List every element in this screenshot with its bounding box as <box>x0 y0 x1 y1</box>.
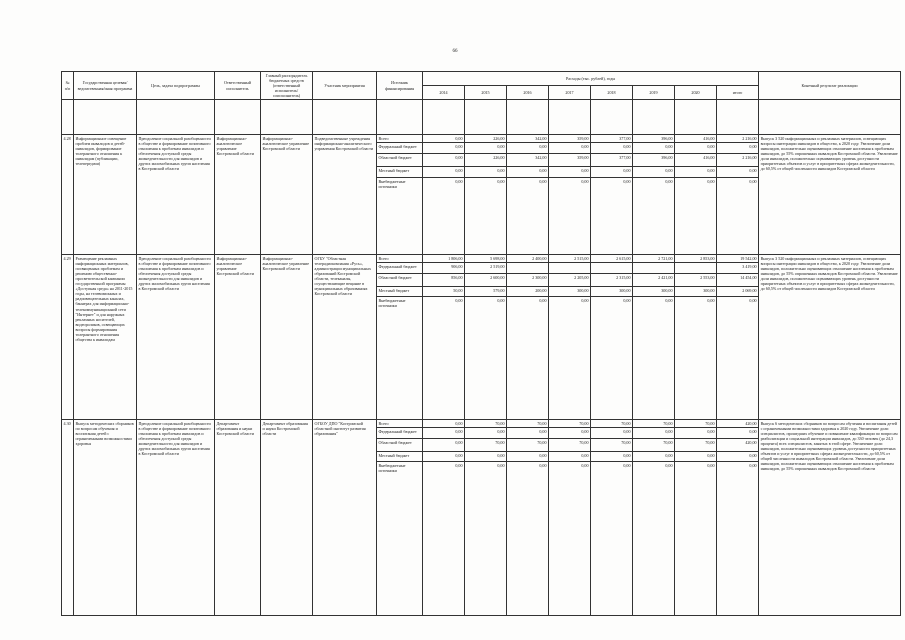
expense-value <box>675 263 717 274</box>
participant-name: ОГБУ "Областная телерадиокомпания «Русь», администрации муниципальных образований Костромской области, телеканалы, осуществляющие вещание в муниципальных образованиях Костромской области <box>313 255 377 420</box>
expense-value: 70,00 <box>549 420 591 428</box>
expense-value: 2 853,00 <box>675 255 717 263</box>
header-source: Источник финансирования <box>377 72 423 100</box>
row-number: 4.29 <box>62 255 74 420</box>
table-body <box>62 135 901 616</box>
expense-value: 0,00 <box>507 297 549 420</box>
expense-value: 70,00 <box>675 420 717 428</box>
funding-source: Местный бюджет <box>377 167 423 178</box>
expense-value: 200,00 <box>507 287 549 297</box>
header-year: 2020 <box>675 86 717 100</box>
expense-value: 0,00 <box>423 178 465 255</box>
header-year: 2019 <box>633 86 675 100</box>
expense-value: 226,00 <box>465 154 507 167</box>
expense-value: 2 721,00 <box>633 255 675 263</box>
expense-value: 420,00 <box>717 420 759 428</box>
expense-value: 342,00 <box>507 135 549 143</box>
expense-value: 377,00 <box>591 154 633 167</box>
funding-source: Местный бюджет <box>377 452 423 462</box>
expense-value: 0,00 <box>423 439 465 452</box>
expense-value: 2 069,00 <box>717 287 759 297</box>
funding-source: Внебюджетные источники <box>377 462 423 616</box>
header-spacer-row <box>62 100 901 135</box>
expense-value: 70,00 <box>591 420 633 428</box>
executor-name: Информационно-аналитическое управление Костромской области <box>215 255 261 420</box>
result-text: Выпуск 3 520 информационных и рекламных материалов, освещающих вопросы интеграции инвалидов в общество, к 2020 году. Увеличение доли инвалидов, положительно оценивающих отношение населения к проблемам инвалидов, до 55% опрошенных инвалидов Костромской области. Увеличение доли инвалидов, положительно оценивающих уровень доступности приоритетных объектов и услуг в приоритетных сферах жизнедеятельности, до 60,5% от общей численности инвалидов Костромской области <box>759 255 901 420</box>
funding-source: Внебюджетные источники <box>377 297 423 420</box>
expense-value: 359,00 <box>549 135 591 143</box>
expense-value: 377,00 <box>591 135 633 143</box>
expense-value: 0,00 <box>465 297 507 420</box>
expense-value: 416,00 <box>675 135 717 143</box>
expense-value: 0,00 <box>633 297 675 420</box>
expense-value: 0,00 <box>423 143 465 154</box>
expense-value: 0,00 <box>423 462 465 616</box>
expense-value: 0,00 <box>465 462 507 616</box>
expense-value: 2 553,00 <box>675 274 717 287</box>
header-result: Конечный результат реализации <box>759 72 901 100</box>
expense-value: 0,00 <box>633 167 675 178</box>
expense-value: 0,00 <box>591 167 633 178</box>
expense-value: 300,00 <box>675 287 717 297</box>
expense-value: 0,00 <box>591 452 633 462</box>
funding-source: Всего <box>377 255 423 263</box>
expense-value: 0,00 <box>423 167 465 178</box>
expense-value: 300,00 <box>591 287 633 297</box>
expense-value: 0,00 <box>465 428 507 439</box>
program-name: Выпуск методических сборников по вопросам обучения и воспитания детей с ограниченными возможностями здоровья <box>74 420 137 616</box>
table-row <box>62 255 901 263</box>
manager-name: Департамент образования и науки Костромской области <box>261 420 313 616</box>
header-executor: Ответственный исполнитель <box>215 72 261 100</box>
expense-value: 0,00 <box>675 297 717 420</box>
funding-source: Всего <box>377 135 423 143</box>
expense-value: 2 400,00 <box>507 255 549 263</box>
funding-source: Областной бюджет <box>377 439 423 452</box>
expense-value: 300,00 <box>549 287 591 297</box>
goal-text: Преодоление социальной разобщенности в обществе и формирование позитивного отношения к проблемам инвалидов и обеспечения доступной среды жизнедеятельности для инвалидов и других маломобильных групп населения в Костромской области <box>137 255 215 420</box>
funding-source: Федеральный бюджет <box>377 428 423 439</box>
expense-value: 416,00 <box>675 154 717 167</box>
expense-value: 0,00 <box>675 428 717 439</box>
goal-text: Преодоление социальной разобщенности в обществе и формирование позитивного отношения к проблемам инвалидов и обеспечения доступной среды жизнедеятельности для инвалидов и других маломобильных групп населения в Костромской области <box>137 420 215 616</box>
header-year: 2016 <box>507 86 549 100</box>
executor-name: Информационно-аналитическое управление Костромской области <box>215 135 261 255</box>
expense-value: 906,00 <box>423 263 465 274</box>
expense-value: 0,00 <box>591 143 633 154</box>
expense-value <box>591 263 633 274</box>
expense-value: 0,00 <box>633 178 675 255</box>
expense-value: 70,00 <box>633 420 675 428</box>
funding-source: Федеральный бюджет <box>377 263 423 274</box>
header-num: № п/п <box>62 72 74 100</box>
expense-value: 856,00 <box>423 274 465 287</box>
program-table <box>61 71 901 616</box>
expense-value <box>507 263 549 274</box>
goal-text: Преодоление социальной разобщенности в обществе и формирование позитивного отношения к проблемам инвалидов и обеспечения доступной среды жизнедеятельности для инвалидов и других маломобильных групп населения в Костромской области <box>137 135 215 255</box>
row-number: 4.30 <box>62 420 74 616</box>
expense-value: 5 698,00 <box>465 255 507 263</box>
expense-value: 0,00 <box>465 167 507 178</box>
expense-value: 0,00 <box>423 135 465 143</box>
expense-value: 579,00 <box>465 287 507 297</box>
expense-value: 0,00 <box>507 143 549 154</box>
expense-value: 0,00 <box>507 452 549 462</box>
funding-source: Областной бюджет <box>377 274 423 287</box>
expense-value: 2 519,00 <box>465 263 507 274</box>
expense-value: 0,00 <box>675 178 717 255</box>
participant-name: Подведомственные учреждения информационно-аналитического управления Костромской области <box>313 135 377 255</box>
expense-value: 70,00 <box>507 439 549 452</box>
funding-source: Федеральный бюджет <box>377 143 423 154</box>
header-participant: Участник мероприятия <box>313 72 377 100</box>
expense-value: 2 205,00 <box>549 274 591 287</box>
expense-value: 2 216,00 <box>717 154 759 167</box>
expense-value: 0,00 <box>591 297 633 420</box>
expense-value: 70,00 <box>465 439 507 452</box>
header-year: 2017 <box>549 86 591 100</box>
expense-value: 19 542,00 <box>717 255 759 263</box>
expense-value: 70,00 <box>633 439 675 452</box>
expense-value: 2 216,00 <box>717 135 759 143</box>
header-year-total: итого <box>717 86 759 100</box>
expense-value: 420,00 <box>717 439 759 452</box>
manager-name: Информационно-аналитическое управление Костромской области <box>261 135 313 255</box>
expense-value: 0,00 <box>507 167 549 178</box>
expense-value: 70,00 <box>675 439 717 452</box>
expense-value: 0,00 <box>591 428 633 439</box>
expense-value: 2 515,00 <box>549 255 591 263</box>
funding-source: Внебюджетные источники <box>377 178 423 255</box>
expense-value: 0,00 <box>675 167 717 178</box>
expense-value: 396,00 <box>633 135 675 143</box>
funding-source: Всего <box>377 420 423 428</box>
expense-value: 396,00 <box>633 154 675 167</box>
expense-value: 0,00 <box>549 452 591 462</box>
expense-value: 0,00 <box>675 462 717 616</box>
expense-value: 0,00 <box>591 178 633 255</box>
expense-value: 0,00 <box>633 143 675 154</box>
expense-value: 70,00 <box>507 420 549 428</box>
expense-value: 70,00 <box>591 439 633 452</box>
expense-value <box>633 263 675 274</box>
expense-value: 0,00 <box>633 428 675 439</box>
expense-value: 0,00 <box>465 452 507 462</box>
expense-value: 0,00 <box>717 462 759 616</box>
result-text: Выпуск 6 методических сборников по вопросам обучения и воспитания детей с ограниченными возможностями здоровья к 2020 году. Увеличение доли специалистов, прошедших обучение и повышение квалификации по вопросам реабилитации и социальной интеграции инвалидов, до 330 человек (до 24,3 процента) всех специалистов, занятых в этой сфере. Увеличение доли инвалидов, положительно оценивающих уровень доступности приоритетных объектов и услуг в приоритетных сферах жизнедеятельности, до 60,5% от общей численности инвалидов Костромской области. Увеличение доли инвалидов, положительно оценивающих отношение населения к проблемам инвалидов, до 55% опрошенных инвалидов Костромской области <box>759 420 901 616</box>
funding-source: Областной бюджет <box>377 154 423 167</box>
table-row <box>62 135 901 143</box>
expense-value: 0,00 <box>675 143 717 154</box>
expense-value: 0,00 <box>507 428 549 439</box>
header-year: 2015 <box>465 86 507 100</box>
expense-value: 70,00 <box>465 420 507 428</box>
expense-value: 2 615,00 <box>591 255 633 263</box>
expense-value: 70,00 <box>549 439 591 452</box>
expense-value: 0,00 <box>549 143 591 154</box>
expense-value: 0,00 <box>633 452 675 462</box>
program-name: Размещение рекламных информационных материалов, посвященных проблемам и решению общественно-просветительской кампании государственной программы «Доступная среда» на 2011-2015 годы, на телевизионных и радиовещательных каналах, баннерах для информационно-телекоммуникационной сети "Интернет" и для наружных рекламных носителей, видеороликов, освещающих вопросы формирования толерантного отношения общества к инвалидам <box>74 255 137 420</box>
expense-value: 0,00 <box>507 178 549 255</box>
expense-value: 2 421,00 <box>633 274 675 287</box>
expense-value: 0,00 <box>675 452 717 462</box>
expense-value: 0,00 <box>423 297 465 420</box>
expense-value: 0,00 <box>423 154 465 167</box>
expense-value: 359,00 <box>549 154 591 167</box>
executor-name: Департамент образования и науки Костромской области <box>215 420 261 616</box>
row-number: 4.28 <box>62 135 74 255</box>
expense-value: 0,00 <box>717 167 759 178</box>
expense-value: 0,00 <box>717 143 759 154</box>
expense-value: 50,00 <box>423 287 465 297</box>
expense-value: 0,00 <box>423 420 465 428</box>
expense-value: 1 806,00 <box>423 255 465 263</box>
expense-value: 0,00 <box>465 143 507 154</box>
expense-value: 2 315,00 <box>591 274 633 287</box>
funding-source: Местный бюджет <box>377 287 423 297</box>
expense-value: 342,00 <box>507 154 549 167</box>
header-program: Государственная целевая/ведомственная/иная программа <box>74 72 137 100</box>
header-expenses: Расходы (тыс. рублей), годы <box>423 72 759 86</box>
program-name: Информационное освещение проблем инвалидов и детей-инвалидов, формирование толерантного отношения к инвалидам (публикации, телепередачи) <box>74 135 137 255</box>
expense-value: 3 419,00 <box>717 263 759 274</box>
expense-value: 0,00 <box>549 462 591 616</box>
expense-value: 2 600,00 <box>465 274 507 287</box>
manager-name: Информационно-аналитическое управление Костромской области <box>261 255 313 420</box>
header-year: 2014 <box>423 86 465 100</box>
table-header-row <box>62 72 901 86</box>
expense-value: 0,00 <box>423 452 465 462</box>
expense-value: 0,00 <box>717 452 759 462</box>
expense-value: 226,00 <box>465 135 507 143</box>
expense-value: 300,00 <box>633 287 675 297</box>
expense-value: 14 454,00 <box>717 274 759 287</box>
expense-value: 0,00 <box>717 178 759 255</box>
header-year: 2018 <box>591 86 633 100</box>
expense-value: 0,00 <box>591 462 633 616</box>
expense-value <box>549 263 591 274</box>
participant-name: ОГБОУ ДПО "Костромской областной институт развития образования" <box>313 420 377 616</box>
expense-value: 0,00 <box>549 178 591 255</box>
expense-value: 0,00 <box>549 428 591 439</box>
expense-value: 0,00 <box>423 428 465 439</box>
expense-value: 0,00 <box>717 428 759 439</box>
expense-value: 0,00 <box>549 297 591 420</box>
result-text: Выпуск 3 520 информационных и рекламных материалов, освещающих вопросы интеграции инвалидов в общество, к 2020 году. Увеличение доли инвалидов, положительно оценивающих отношение населения к проблемам инвалидов, до 55% опрошенных инвалидов Костромской области. Увеличение доли инвалидов, положительно оценивающих уровень доступности приоритетных объектов и услуг в приоритетных сферах жизнедеятельности, до 60,5% от общей численности инвалидов Костромской области <box>759 135 901 255</box>
table-row <box>62 420 901 428</box>
expense-value: 0,00 <box>507 462 549 616</box>
expense-value: 0,00 <box>549 167 591 178</box>
page-number: 66 <box>452 49 458 54</box>
header-goals: Цель, задача подпрограммы <box>137 72 215 100</box>
expense-value: 2 300,00 <box>507 274 549 287</box>
expense-value: 0,00 <box>717 297 759 420</box>
expense-value: 0,00 <box>465 178 507 255</box>
header-manager: Главный распорядитель бюджетных средств (ответственный исполнитель/соисполнитель) <box>261 72 313 100</box>
expense-value: 0,00 <box>633 462 675 616</box>
